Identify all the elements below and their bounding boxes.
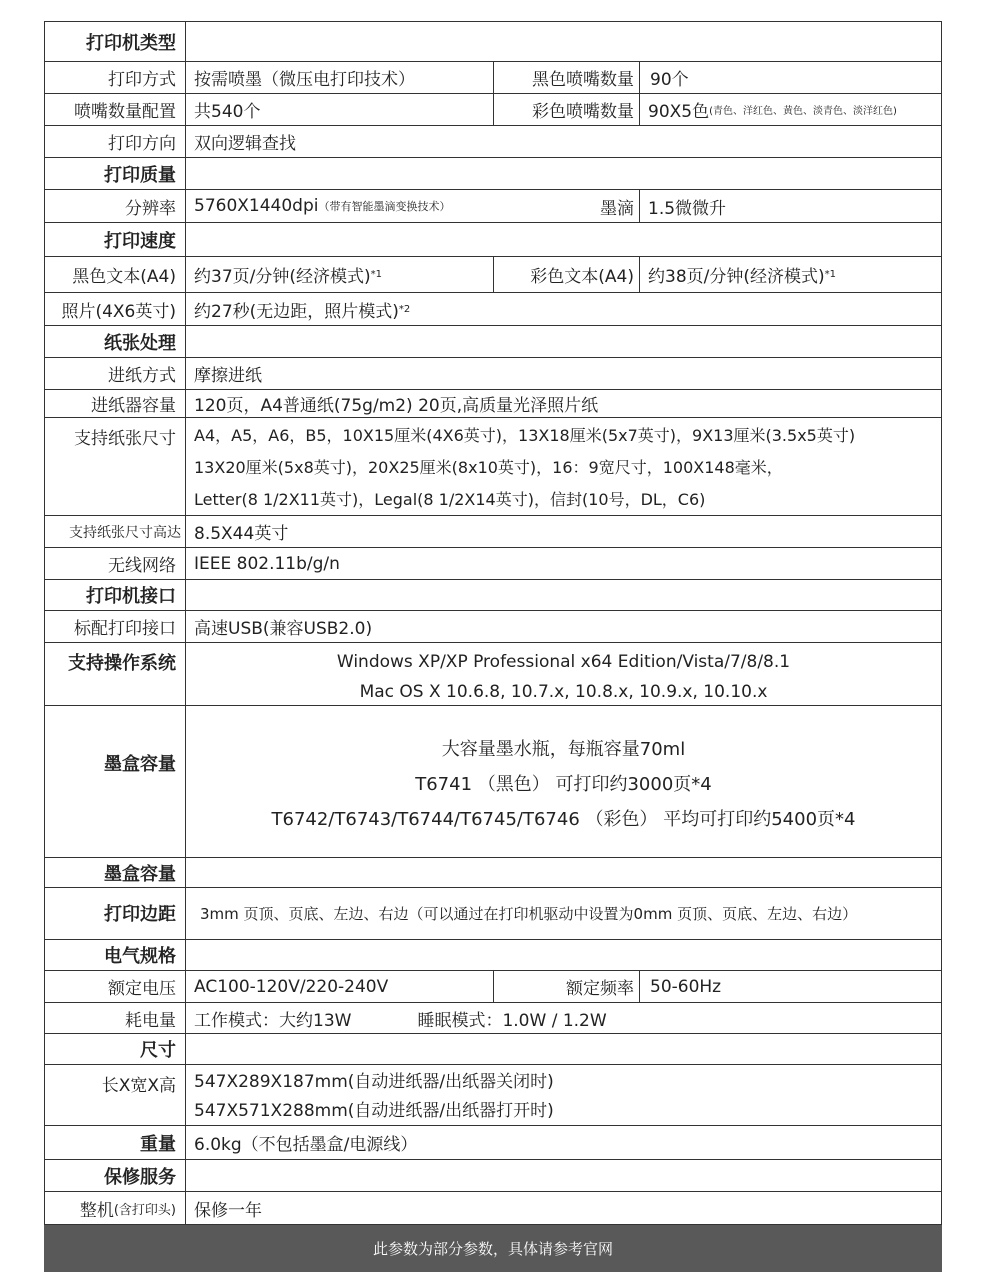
section-row-warranty: [45, 1160, 941, 1192]
dimension-line: 547X571X288mm(自动进纸器/出纸器打开时): [194, 1101, 554, 1121]
row-label: 长X宽X高: [45, 1065, 186, 1125]
spec-row-nozzle-config: [45, 94, 941, 126]
unit-label: 整机: [79, 1201, 114, 1221]
row-label: 无线网络: [45, 548, 186, 579]
spec-row-print-direction: [45, 126, 941, 158]
section-row-paper-handling: [45, 326, 941, 358]
section-row-printer-type: [45, 22, 941, 62]
paper-sizes-line: Letter(8 1/2X11英寸)，Legal(8 1/2X14英寸)，信封(10号，DL，C6): [194, 490, 706, 509]
row-label-2: 黑色喷嘴数量: [532, 70, 634, 90]
row-value: 共540个: [194, 102, 261, 122]
os-line: Windows XP/XP Professional x64 Edition/Vista/7/8/8.1: [336, 652, 791, 672]
section-title: 打印机接口: [45, 580, 186, 610]
spec-row-paper-sizes: [45, 418, 941, 516]
section-title: 打印质量: [45, 158, 186, 189]
row-value-2: 90个: [650, 70, 689, 90]
color-nozzle-note: (青色、洋红色、黄色、淡青色、淡洋红色): [709, 106, 897, 117]
section-title: 打印机类型: [45, 22, 186, 61]
section-row-ink-capacity-2: [45, 858, 941, 888]
row-value: 高速USB(兼容USB2.0): [194, 619, 373, 639]
unit-label-note: (含打印头): [113, 1203, 176, 1218]
row-value: IEEE 802.11b/g/n: [194, 553, 340, 574]
dimension-line: 547X289X187mm(自动进纸器/出纸器关闭时): [194, 1072, 554, 1092]
spec-row-resolution: [45, 190, 941, 223]
row-label: 分辨率: [45, 190, 186, 222]
spec-row-print-method: [45, 62, 941, 94]
row-value: 3mm 页顶、页底、左边、右边（可以通过在打印机驱动中设置为0mm 页顶、页底、左边、右边）: [200, 905, 858, 923]
spec-row-dimensions: [45, 1065, 941, 1126]
row-value: [186, 1065, 941, 1125]
row-label-2: 彩色文本(A4): [530, 267, 634, 287]
spec-row-feed-method: [45, 358, 941, 390]
paper-sizes-line: A4，A5，A6，B5，10X15厘米(4X6英寸)，13X18厘米(5x7英寸)，9X13厘米(3.5x5英寸): [194, 426, 856, 445]
row-label: 喷嘴数量配置: [45, 94, 186, 125]
spec-row-max-paper: [45, 516, 941, 548]
section-title: 打印边距: [45, 888, 186, 939]
spec-row-print-margin: [45, 888, 941, 940]
row-label-2: 墨滴: [600, 198, 634, 219]
section-title: 支持操作系统: [45, 643, 186, 705]
row-label-2: 额定频率: [566, 979, 634, 999]
spec-row-weight: [45, 1126, 941, 1160]
paper-sizes-line: 13X20厘米(5x8英寸)，20X25厘米(8x10英寸)，16：9宽尺寸，100X148毫米，: [194, 458, 783, 477]
spec-table: [44, 21, 942, 1225]
footnote-mark: *2: [398, 303, 411, 315]
row-label: [45, 1192, 186, 1225]
color-nozzle-count: 90X5色: [648, 102, 710, 122]
spec-row-ink-capacity: [45, 706, 941, 858]
row-value: 120页，A4普通纸(75g/m2) 20页,高质量光泽照片纸: [194, 396, 599, 416]
row-value: [186, 1003, 941, 1033]
row-value: [186, 643, 941, 705]
section-title: 墨盒容量: [45, 858, 186, 887]
row-label: 额定电压: [45, 971, 186, 1002]
row-value: [186, 257, 500, 292]
spec-row-feeder-capacity: [45, 390, 941, 418]
row-label: 照片(4X6英寸): [45, 293, 186, 325]
ink-line: 大容量墨水瓶，每瓶容量70ml: [441, 739, 686, 760]
resolution-value: 5760X1440dpi: [194, 196, 319, 216]
spec-row-photo: [45, 293, 941, 326]
row-value: [186, 190, 500, 222]
power-sleep: 睡眠模式：1.0W / 1.2W: [417, 1010, 607, 1031]
section-title: 尺寸: [45, 1034, 186, 1064]
row-value: [186, 293, 941, 325]
row-value: [186, 418, 941, 515]
row-value: 保修一年: [194, 1201, 262, 1221]
row-label: 打印方向: [45, 126, 186, 157]
spec-row-voltage: [45, 971, 941, 1003]
power-working: 工作模式：大约13W: [194, 1010, 352, 1031]
section-title: 重量: [45, 1126, 186, 1159]
row-value: 6.0kg（不包括墨盒/电源线）: [194, 1135, 418, 1155]
row-label: 进纸器容量: [45, 390, 186, 417]
row-value-2: 50-60Hz: [650, 976, 722, 997]
section-title: 打印速度: [45, 223, 186, 256]
row-label: 标配打印接口: [45, 611, 186, 642]
row-label: 打印方式: [45, 62, 186, 93]
ink-line: T6741 （黑色） 可打印约3000页*4: [415, 774, 712, 795]
row-value: [186, 706, 941, 857]
row-value-2: [640, 257, 941, 292]
color-speed: 约38页/分钟(经济模式): [648, 267, 825, 287]
spec-row-black-text: [45, 257, 941, 293]
section-title: 保修服务: [45, 1160, 186, 1191]
row-value: AC100-120V/220-240V: [194, 976, 389, 997]
spec-row-wireless: [45, 548, 941, 580]
row-value-2: 1.5微微升: [648, 198, 727, 219]
section-row-printer-interface: [45, 580, 941, 611]
row-value: 8.5X44英寸: [194, 524, 289, 544]
resolution-note: （带有智能墨滴变换技术）: [318, 200, 451, 213]
section-title: 墨盒容量: [45, 706, 186, 857]
photo-speed: 约27秒(无边距，照片模式): [194, 301, 399, 322]
row-value-2: [640, 94, 941, 125]
ink-line: T6742/T6743/T6744/T6745/T6746 （彩色） 平均可打印约5400页*4: [271, 809, 856, 830]
row-value: 摩擦进纸: [194, 366, 262, 386]
section-title: 电气规格: [45, 940, 186, 970]
spec-row-os: [45, 643, 941, 706]
row-label: 支持纸张尺寸: [45, 418, 186, 515]
footer-note: 此参数为部分参数，具体请参考官网: [44, 1225, 942, 1272]
row-label: 黑色文本(A4): [45, 257, 186, 292]
spec-row-unit: [45, 1192, 941, 1225]
spec-row-std-interface: [45, 611, 941, 643]
row-label: 支持纸张尺寸高达: [45, 516, 186, 547]
row-value: 按需喷墨（微压电打印技术）: [194, 70, 415, 90]
section-row-print-quality: [45, 158, 941, 190]
os-line: Mac OS X 10.6.8, 10.7.x, 10.8.x, 10.9.x, 10.10.x: [359, 682, 768, 702]
row-label-2: 彩色喷嘴数量: [532, 102, 634, 122]
spec-row-power: [45, 1003, 941, 1034]
section-title: 纸张处理: [45, 326, 186, 357]
black-speed: 约37页/分钟(经济模式): [194, 267, 371, 287]
section-row-size: [45, 1034, 941, 1065]
row-value: 双向逻辑查找: [194, 134, 296, 154]
section-row-electrical: [45, 940, 941, 971]
row-label: 进纸方式: [45, 358, 186, 389]
section-row-print-speed: [45, 223, 941, 257]
row-label: 耗电量: [45, 1003, 186, 1033]
footnote-mark: *1: [824, 269, 836, 280]
footnote-mark: *1: [370, 269, 382, 280]
